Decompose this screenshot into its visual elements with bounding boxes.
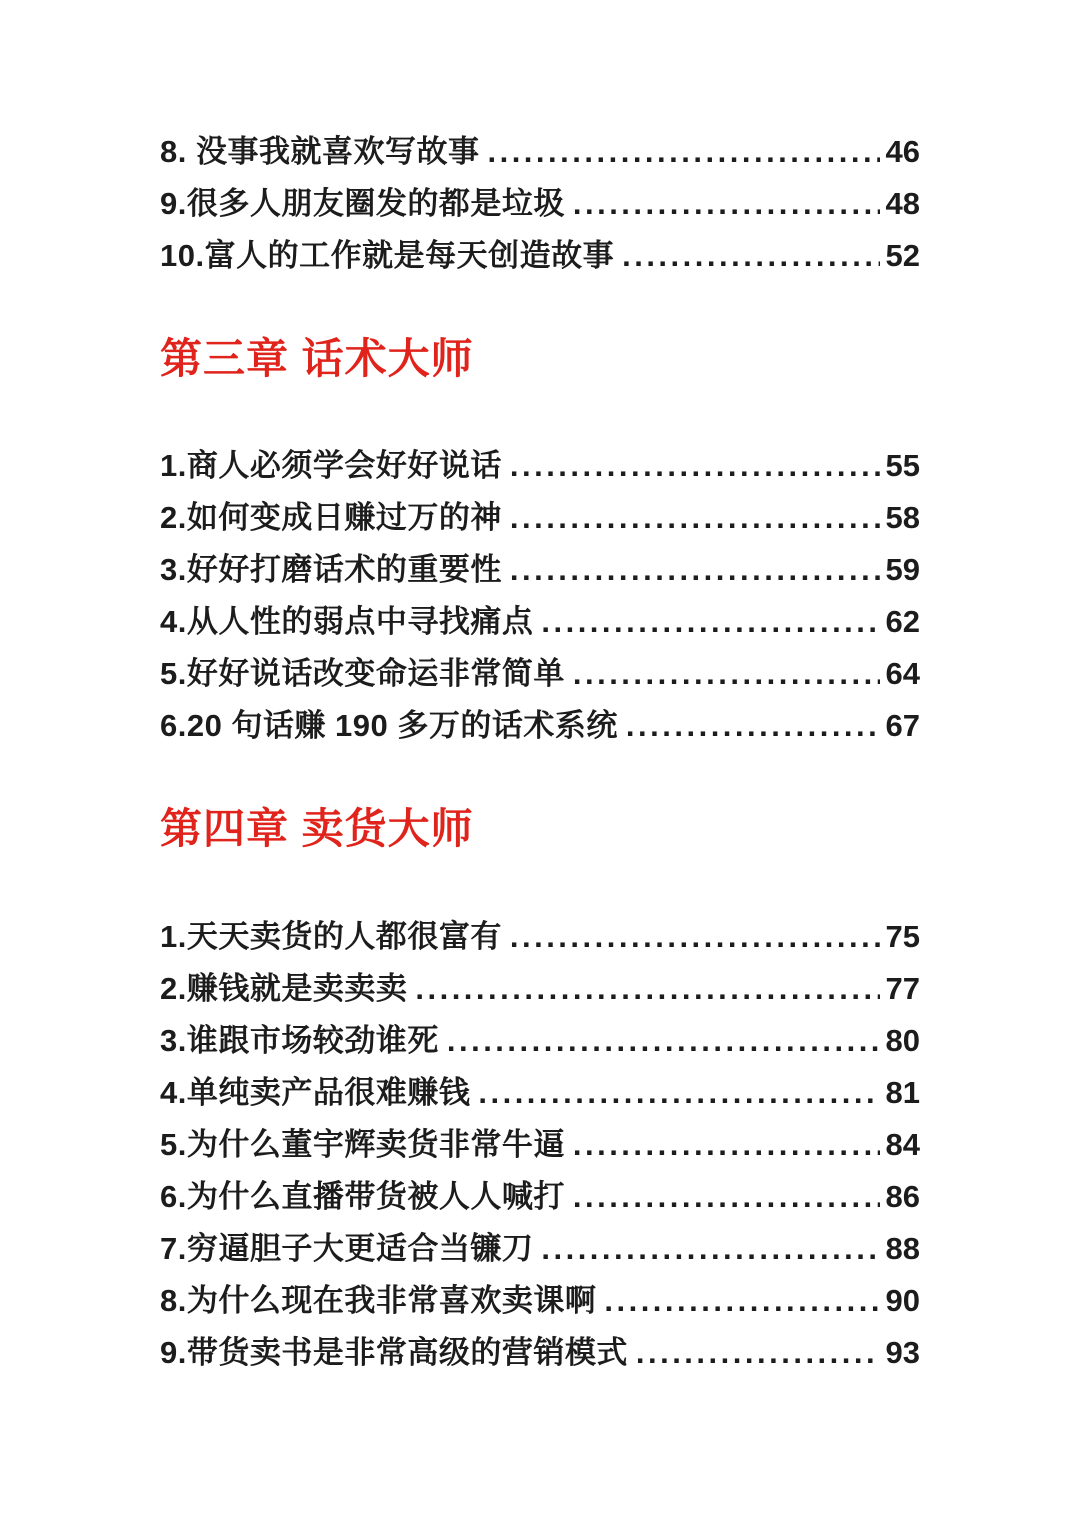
toc-entry-page-number: 58 bbox=[885, 500, 920, 536]
toc-entry-title: 6.20 句话赚 190 多万的话术系统 bbox=[160, 708, 618, 744]
toc-entry-page-number: 77 bbox=[885, 970, 920, 1006]
toc-entry bbox=[160, 648, 920, 700]
toc-section bbox=[160, 804, 920, 1378]
toc-entry-title: 7.穷逼胆子大更适合当镰刀 bbox=[160, 1230, 534, 1266]
toc-entry-page-number: 48 bbox=[885, 186, 920, 221]
dot-leader-icon bbox=[636, 1327, 880, 1379]
toc-entry-title: 4.从人性的弱点中寻找痛点 bbox=[160, 604, 534, 640]
toc-entry-title: 1.商人必须学会好好说话 bbox=[160, 448, 502, 484]
dot-leader-icon bbox=[573, 648, 880, 700]
toc-entry-page-number: 55 bbox=[885, 448, 920, 484]
dot-leader-icon bbox=[510, 544, 880, 596]
toc-entry bbox=[160, 178, 920, 230]
toc-entry bbox=[160, 596, 920, 648]
toc-entry-page-number: 52 bbox=[885, 238, 920, 273]
chapter-heading: 第四章 卖货大师 bbox=[160, 805, 474, 853]
toc-entry-page-number: 75 bbox=[885, 918, 920, 954]
dot-leader-icon bbox=[510, 492, 880, 544]
chapter-heading: 第三章 话术大师 bbox=[160, 335, 474, 382]
dot-leader-icon bbox=[573, 1171, 880, 1223]
toc-entry-page-number: 64 bbox=[885, 656, 920, 692]
toc-entry-page-number: 86 bbox=[885, 1178, 920, 1214]
toc-entry bbox=[160, 1171, 920, 1223]
toc-entry bbox=[160, 1015, 920, 1067]
dot-leader-icon bbox=[510, 911, 880, 963]
toc-entry bbox=[160, 440, 920, 492]
toc-entry bbox=[160, 1327, 920, 1379]
toc-section bbox=[160, 334, 920, 752]
toc-entry-page-number: 67 bbox=[885, 708, 920, 744]
dot-leader-icon bbox=[415, 963, 879, 1015]
toc-entry-page-number: 84 bbox=[885, 1126, 920, 1162]
dot-leader-icon bbox=[447, 1015, 880, 1067]
toc-entry-title: 2.赚钱就是卖卖卖 bbox=[160, 970, 408, 1006]
dot-leader-icon bbox=[573, 1119, 880, 1171]
toc-entry bbox=[160, 1275, 920, 1327]
toc-entry bbox=[160, 1223, 920, 1275]
dot-leader-icon bbox=[510, 440, 880, 492]
toc-entry-page-number: 59 bbox=[885, 552, 920, 588]
dot-leader-icon bbox=[541, 596, 879, 648]
dot-leader-icon bbox=[541, 1223, 879, 1275]
toc-entry-page-number: 90 bbox=[885, 1282, 920, 1318]
toc-entry-page-number: 88 bbox=[885, 1230, 920, 1266]
toc-entry bbox=[160, 126, 920, 178]
toc-list bbox=[160, 440, 920, 752]
toc-entry-title: 9.很多人朋友圈发的都是垃圾 bbox=[160, 186, 565, 221]
toc-entry-title: 3.谁跟市场较劲谁死 bbox=[160, 1022, 439, 1058]
toc-entry bbox=[160, 1067, 920, 1119]
toc-entry-title: 8.为什么现在我非常喜欢卖课啊 bbox=[160, 1282, 597, 1318]
toc-entry bbox=[160, 492, 920, 544]
toc-entry bbox=[160, 1119, 920, 1171]
toc-entry bbox=[160, 544, 920, 596]
toc-entry bbox=[160, 230, 920, 282]
toc-entry-title: 4.单纯卖产品很难赚钱 bbox=[160, 1074, 471, 1110]
toc-list bbox=[160, 126, 920, 282]
toc-list bbox=[160, 911, 920, 1379]
dot-leader-icon bbox=[604, 1275, 879, 1327]
toc-entry bbox=[160, 963, 920, 1015]
dot-leader-icon bbox=[573, 178, 880, 230]
toc-entry-page-number: 46 bbox=[885, 134, 920, 169]
toc-entry-title: 6.为什么直播带货被人人喊打 bbox=[160, 1178, 565, 1214]
toc-content bbox=[160, 126, 920, 1379]
toc-entry-page-number: 62 bbox=[885, 604, 920, 640]
toc-entry-title: 5.为什么董宇辉卖货非常牛逼 bbox=[160, 1126, 565, 1162]
dot-leader-icon bbox=[487, 126, 879, 178]
toc-entry-title: 9.带货卖书是非常高级的营销模式 bbox=[160, 1334, 628, 1370]
toc-entry bbox=[160, 700, 920, 752]
toc-entry-title: 8. 没事我就喜欢写故事 bbox=[160, 134, 480, 169]
dot-leader-icon bbox=[622, 230, 879, 282]
toc-entry bbox=[160, 911, 920, 963]
toc-entry-page-number: 80 bbox=[885, 1022, 920, 1058]
toc-entry-page-number: 81 bbox=[885, 1074, 920, 1110]
toc-entry-title: 10.富人的工作就是每天创造故事 bbox=[160, 238, 615, 273]
toc-entry-title: 3.好好打磨话术的重要性 bbox=[160, 552, 502, 588]
dot-leader-icon bbox=[478, 1067, 879, 1119]
toc-entry-title: 1.天天卖货的人都很富有 bbox=[160, 918, 502, 954]
toc-entry-title: 5.好好说话改变命运非常简单 bbox=[160, 656, 565, 692]
toc-entry-page-number: 93 bbox=[885, 1334, 920, 1370]
toc-section bbox=[160, 126, 920, 282]
toc-entry-title: 2.如何变成日赚过万的神 bbox=[160, 500, 502, 536]
dot-leader-icon bbox=[626, 700, 880, 752]
